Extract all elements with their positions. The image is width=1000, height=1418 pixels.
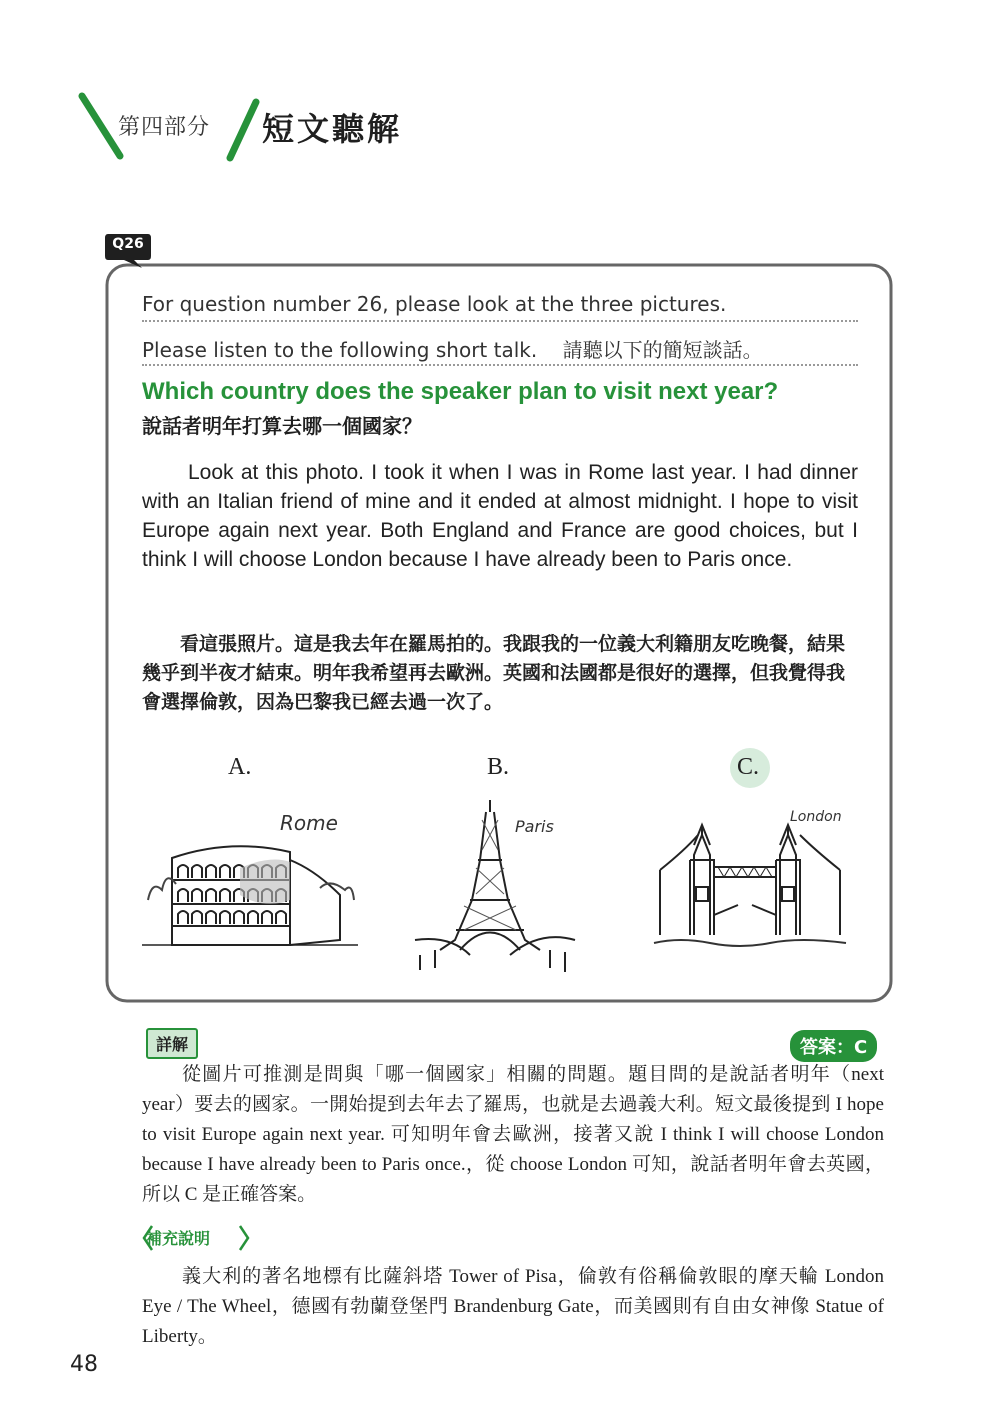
- colosseum-arch: [220, 889, 230, 902]
- colosseum-arch: [248, 911, 258, 924]
- header-slash-right-decoration: [222, 96, 262, 166]
- listen-instruction-en: Please listen to the following short talk.: [142, 338, 538, 362]
- supplement-label: 補充說明: [146, 1229, 211, 1248]
- question-number-tag: Q26: [112, 236, 144, 252]
- page-title: 短文聽解: [262, 110, 403, 148]
- colosseum-arch: [276, 911, 286, 924]
- tower-bridge-icon: [650, 795, 850, 965]
- supplement-text: 義大利的著名地標有比薩斜塔 Tower of Pisa，倫敦有俗稱倫敦眼的摩天輪 London Eye / The Wheel，德國有勃蘭登堡門 Brandenburg Gate，而美國則有自由女神像 Statue of Liberty。: [142, 1266, 884, 1347]
- question-english: Which country does the speaker plan to visit next year?: [142, 378, 779, 405]
- option-a-label: A.: [228, 754, 252, 780]
- colosseum-arch: [192, 889, 202, 902]
- colosseum-arch: [220, 865, 230, 878]
- colosseum-arch: [206, 911, 216, 924]
- question-chinese: 說話者明年打算去哪一個國家？: [142, 414, 422, 438]
- answer-badge: 答案：C: [790, 1030, 877, 1062]
- page-number: 48: [70, 1352, 98, 1377]
- instruction-text: For question number 26, please look at the three pictures.: [142, 292, 727, 316]
- colosseum-arch: [178, 889, 188, 902]
- dotted-divider: [142, 320, 858, 322]
- option-a-caption: Rome: [280, 811, 338, 835]
- explanation-text: 從圖片可推測是問與「哪一個國家」相關的問題。題目問的是說話者明年（next year）要去的國家。一開始提到去年去了羅馬，也就是去過義大利。短文最後提到 I hope to visit Europe again next year. 可知明年會去歐洲，接著又說 I think I will choose London because I have already been to Paris once.，從 choose London 可知，說話者明年會去英國，所以 C 是正確答案。: [142, 1064, 884, 1205]
- colosseum-arch: [206, 889, 216, 902]
- section-label: 第四部分: [118, 115, 211, 140]
- colosseum-icon: [140, 800, 360, 970]
- colosseum-arch: [192, 911, 202, 924]
- colosseum-arch: [220, 911, 230, 924]
- colosseum-arch: [234, 911, 244, 924]
- option-b-label: B.: [487, 754, 510, 780]
- dotted-divider: [142, 364, 858, 366]
- colosseum-arch: [178, 911, 188, 924]
- listen-instruction-zh: 請聽以下的簡短談話。: [562, 338, 763, 362]
- eiffel-tower-icon: [400, 790, 590, 980]
- colosseum-arch: [262, 911, 272, 924]
- talk-transcript-chinese: 看這張照片。這是我去年在羅馬拍的。我跟我的一位義大利籍朋友吃晚餐，結果幾乎到半夜才結束。明年我希望再去歐洲。英國和法國都是很好的選擇，但我覺得我會選擇倫敦，因為巴黎我已經去過一次了。: [142, 633, 846, 713]
- colosseum-arch: [178, 865, 188, 878]
- colosseum-arch: [192, 865, 202, 878]
- colosseum-arch: [206, 865, 216, 878]
- option-c-label: C.: [737, 754, 760, 780]
- talk-transcript-english: Look at this photo. I took it when I was in Rome last year. I had dinner with an Italian friend of mine and it ended at almost midnight. I hope to visit Europe again next year. Both England and France are good choices, but I think I will choose London because I have already been to Paris once.: [142, 461, 858, 571]
- option-b-caption: Paris: [515, 817, 554, 836]
- explanation-label: 詳解: [146, 1028, 198, 1059]
- option-c-caption: London: [790, 809, 842, 825]
- listen-instruction: [142, 334, 763, 363]
